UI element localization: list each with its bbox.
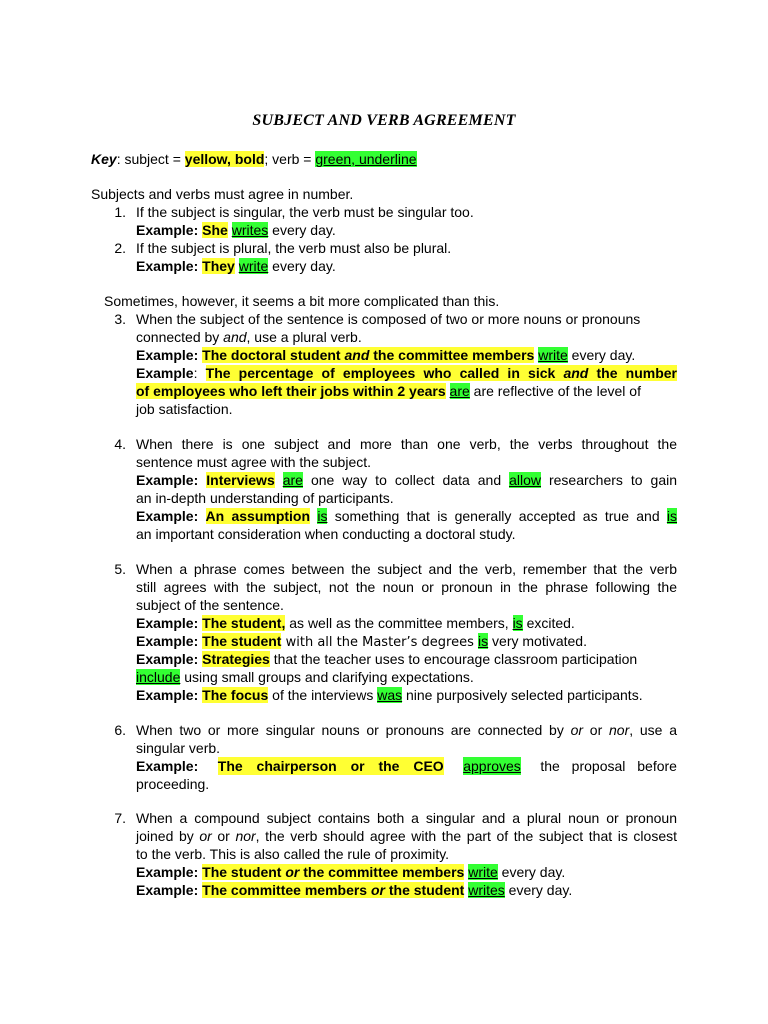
text: connected by bbox=[136, 329, 224, 345]
key-subject-style: yellow, bold bbox=[184, 151, 265, 167]
subject-part: The student bbox=[202, 864, 286, 880]
example-rest: every day. bbox=[567, 347, 636, 363]
verb-highlight: write bbox=[538, 347, 568, 363]
item-5-line-1: When a phrase comes between the subject and the verb, remember that the verb bbox=[136, 561, 677, 577]
text: as well as the committee members, bbox=[285, 615, 513, 631]
text: very motivated. bbox=[488, 633, 587, 649]
item-2-example bbox=[136, 257, 336, 275]
text: : bbox=[193, 365, 206, 381]
example-label: Example: bbox=[136, 615, 199, 631]
subject-highlight bbox=[202, 882, 464, 898]
key-label: Key bbox=[91, 151, 117, 167]
example-label: Example: bbox=[136, 347, 199, 363]
text: one way to collect data and bbox=[302, 472, 510, 488]
subject-conjunction: and bbox=[344, 347, 370, 363]
verb-highlight: writes bbox=[231, 222, 269, 238]
item-7-example-2 bbox=[136, 881, 572, 899]
example-label: Example: bbox=[136, 258, 199, 274]
item-5-example-2 bbox=[136, 632, 587, 652]
verb-highlight: is bbox=[666, 508, 678, 524]
italic-text: nor bbox=[235, 828, 256, 844]
subject-highlight: The student bbox=[202, 633, 282, 649]
item-1-number: 1. bbox=[114, 204, 126, 220]
item-6-number: 6. bbox=[114, 722, 126, 738]
example-label: Example: bbox=[136, 864, 199, 880]
example-label: Example bbox=[136, 365, 194, 381]
item-6-example bbox=[136, 757, 677, 775]
item-4-example-1-line-2: an in-depth understanding of participants. bbox=[136, 490, 394, 506]
subject-part: the committee members bbox=[369, 347, 535, 363]
verb-highlight: was bbox=[377, 687, 403, 703]
subject-highlight: An assumption bbox=[205, 508, 311, 524]
item-5-line-3: subject of the sentence. bbox=[136, 597, 284, 613]
key-verb-style: green, underline bbox=[315, 151, 417, 167]
item-7-example-1 bbox=[136, 863, 565, 881]
verb-highlight: allow bbox=[509, 472, 541, 488]
item-4-line-2: sentence must agree with the subject. bbox=[136, 454, 372, 470]
subject-highlight: The student, bbox=[202, 615, 286, 631]
item-6-line-2: singular verb. bbox=[136, 740, 221, 756]
example-label: Example: bbox=[136, 651, 199, 667]
example-rest: every day. bbox=[268, 222, 336, 238]
text: every day. bbox=[497, 864, 566, 880]
example-label: Example: bbox=[136, 633, 199, 649]
example-label: Example: bbox=[136, 508, 199, 524]
item-5-number: 5. bbox=[114, 561, 126, 577]
text: , use a plural verb. bbox=[246, 329, 362, 345]
subject-highlight: She bbox=[202, 222, 228, 238]
text: or bbox=[211, 828, 236, 844]
item-6-example-line-2: proceeding. bbox=[136, 776, 210, 792]
italic-text: nor bbox=[609, 722, 630, 738]
item-4-line-1: When there is one subject and more than one verb, the verbs throughout the bbox=[136, 436, 677, 452]
item-6-line-1 bbox=[136, 721, 677, 739]
italic-text: and bbox=[223, 329, 247, 345]
item-5-line-2: still agrees with the subject, not the noun or pronoun in the phrase following the bbox=[136, 579, 677, 595]
subject-conjunction: and bbox=[563, 365, 589, 381]
item-4-example-2-line-2: an important consideration when conducting a doctoral study. bbox=[136, 526, 516, 542]
key-separator: ; verb = bbox=[264, 151, 316, 167]
italic-text: or bbox=[570, 722, 584, 738]
subject-part: the student bbox=[384, 882, 465, 898]
item-1-text: If the subject is singular, the verb must be singular too. bbox=[136, 204, 474, 220]
item-1-example bbox=[136, 221, 336, 239]
subject-highlight: Strategies bbox=[202, 651, 270, 667]
item-4-example-1 bbox=[136, 471, 677, 489]
example-rest: are reflective of the level of bbox=[469, 383, 641, 399]
subject-highlight bbox=[202, 864, 464, 880]
text: joined by bbox=[136, 828, 200, 844]
example-label: Example: bbox=[136, 222, 199, 238]
item-7-line-2 bbox=[136, 827, 677, 845]
text: , the verb should agree with the part of the subject that is closest bbox=[255, 828, 678, 844]
example-label: Example: bbox=[136, 758, 199, 774]
verb-highlight: write bbox=[468, 864, 498, 880]
item-3-example-2-line-2 bbox=[136, 382, 641, 400]
text: researchers to gain bbox=[541, 472, 678, 488]
key-line bbox=[91, 150, 417, 168]
subject-part: The doctoral student bbox=[202, 347, 345, 363]
item-5-example-4 bbox=[136, 686, 643, 704]
item-3-line-2 bbox=[136, 328, 362, 346]
verb-highlight: are bbox=[449, 383, 470, 399]
item-3-example-1 bbox=[136, 346, 635, 364]
subject-highlight: The chairperson or the CEO bbox=[217, 758, 444, 774]
example-rest: every day. bbox=[268, 258, 336, 274]
text: nine purposively selected participants. bbox=[402, 687, 643, 703]
verb-highlight: is bbox=[317, 508, 328, 524]
complicated-text: Sometimes, however, it seems a bit more complicated than this. bbox=[104, 293, 500, 309]
verb-highlight: is bbox=[478, 633, 489, 649]
text: or bbox=[583, 722, 609, 738]
item-3-number: 3. bbox=[114, 311, 126, 327]
page-title: SUBJECT AND VERB AGREEMENT bbox=[252, 112, 516, 129]
text: the proposal before bbox=[540, 758, 677, 774]
subject-part: The committee members bbox=[202, 882, 371, 898]
verb-highlight: approves bbox=[463, 758, 521, 774]
item-4-number: 4. bbox=[114, 436, 126, 452]
text: every day. bbox=[504, 882, 573, 898]
subject-part: The percentage of employees who called in sick bbox=[205, 365, 564, 381]
subject-highlight: Interviews bbox=[206, 472, 275, 488]
text: that the teacher uses to encourage classroom participation bbox=[269, 651, 638, 667]
subject-part: the committee members bbox=[299, 864, 465, 880]
example-label: Example: bbox=[136, 687, 199, 703]
item-5-example-3-line-2 bbox=[136, 668, 474, 686]
item-7-line-3: to the verb. This is also called the rule of proximity. bbox=[136, 846, 450, 862]
verb-highlight: include bbox=[136, 669, 181, 685]
subject-conjunction: or bbox=[370, 882, 385, 898]
text: with all the Master’s degrees bbox=[281, 635, 479, 650]
example-label: Example: bbox=[136, 472, 199, 488]
intro-text: Subjects and verbs must agree in number. bbox=[91, 186, 354, 202]
example-label: Example: bbox=[136, 882, 199, 898]
item-5-example-1 bbox=[136, 614, 575, 632]
item-7-line-1: When a compound subject contains both a singular and a plural noun or pronoun bbox=[136, 810, 677, 826]
verb-highlight: write bbox=[238, 258, 269, 274]
subject-highlight bbox=[202, 347, 534, 363]
subject-highlight: The focus bbox=[202, 687, 269, 703]
subject-part: the number bbox=[588, 365, 677, 381]
verb-highlight: are bbox=[282, 472, 303, 488]
item-7-number: 7. bbox=[114, 810, 126, 826]
subject-conjunction: or bbox=[285, 864, 300, 880]
key-subject-text: : subject = bbox=[116, 151, 185, 167]
italic-text: or bbox=[199, 828, 212, 844]
verb-highlight: is bbox=[512, 615, 523, 631]
text: , use a bbox=[629, 722, 677, 738]
item-3-line-1: When the subject of the sentence is composed of two or more nouns or pronouns bbox=[136, 311, 641, 327]
item-5-example-3 bbox=[136, 650, 637, 668]
text: excited. bbox=[522, 615, 575, 631]
text: using small groups and clarifying expectations. bbox=[180, 669, 474, 685]
item-2-number: 2. bbox=[114, 240, 126, 256]
text: something that is generally accepted as true and bbox=[327, 508, 667, 524]
text: of the interviews bbox=[268, 687, 378, 703]
text: When two or more singular nouns or pronouns are connected by bbox=[136, 722, 571, 738]
item-3-example-2-line-3: job satisfaction. bbox=[136, 401, 233, 417]
subject-highlight bbox=[206, 365, 677, 381]
subject-highlight: of employees who left their jobs within 2 years bbox=[136, 383, 446, 399]
item-2-text: If the subject is plural, the verb must also be plural. bbox=[136, 240, 452, 256]
verb-highlight: writes bbox=[468, 882, 505, 898]
item-3-example-2-line-1 bbox=[136, 364, 677, 382]
subject-highlight: They bbox=[202, 258, 235, 274]
item-4-example-2 bbox=[136, 507, 677, 525]
